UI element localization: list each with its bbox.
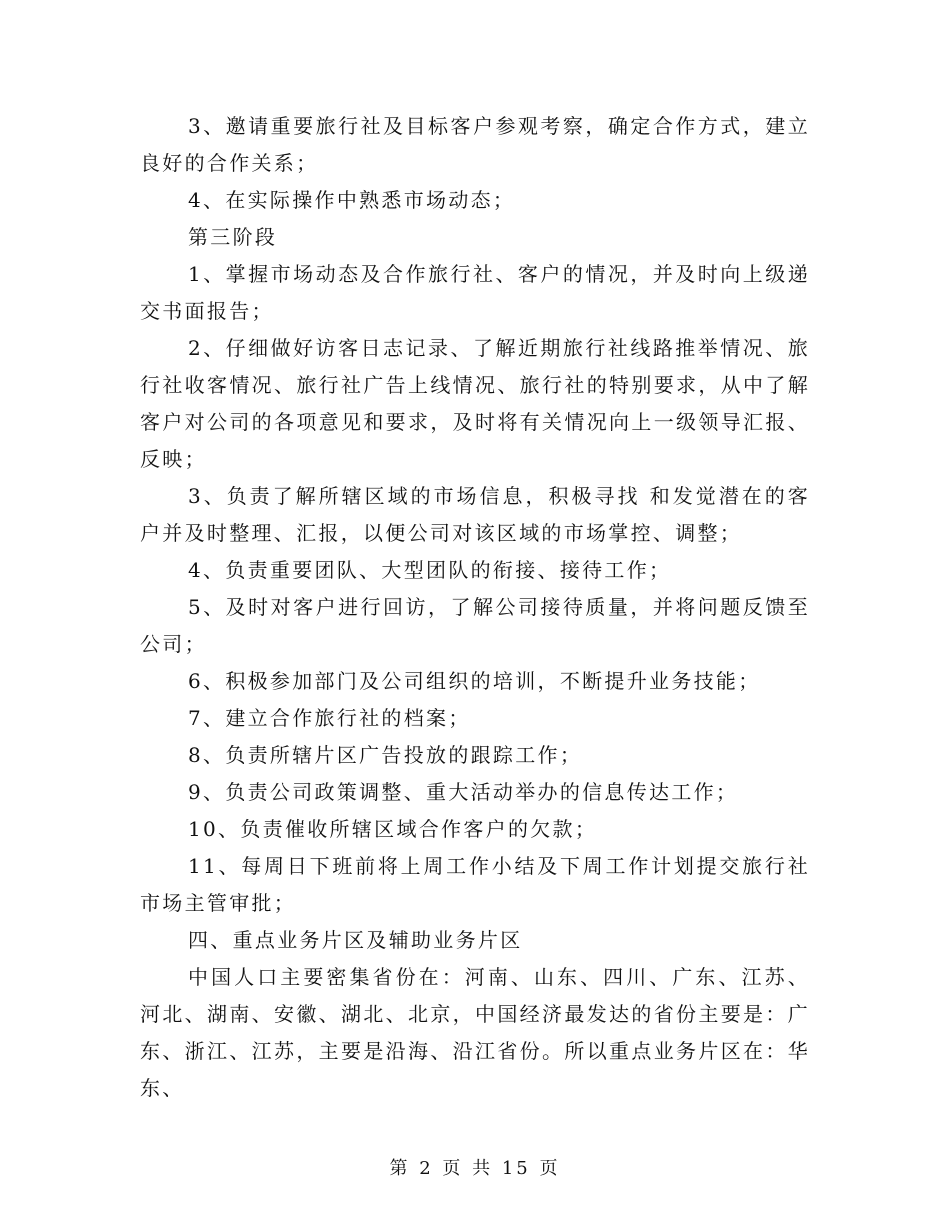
paragraph-item-11: 11、每周日下班前将上周工作小结及下周工作计划提交旅行社市场主管审批； bbox=[140, 854, 810, 915]
paragraph-market-dynamics: 4、在实际操作中熟悉市场动态； bbox=[188, 188, 516, 212]
section-heading-key-regions: 四、重点业务片区及辅助业务片区 bbox=[188, 928, 523, 952]
section-heading-stage-three: 第三阶段 bbox=[188, 225, 278, 249]
paragraph-item-4: 4、负责重要团队、大型团队的衔接、接待工作； bbox=[188, 558, 672, 582]
paragraph-item-8: 8、负责所辖片区广告投放的跟踪工作； bbox=[188, 743, 583, 767]
page-footer: 第 2 页 共 15 页 bbox=[389, 1158, 561, 1179]
paragraph-item-5: 5、及时对客户进行回访，了解公司接待质量，并将问题反馈至公司； bbox=[140, 595, 810, 656]
paragraph-item-3: 3、负责了解所辖区域的市场信息，积极寻找 和发觉潜在的客户并及时整理、汇报，以便公司对该区域的市场掌控、调整； bbox=[140, 484, 810, 545]
paragraph-item-1: 1、掌握市场动态及合作旅行社、客户的情况，并及时向上级递交书面报告； bbox=[140, 262, 810, 323]
paragraph-item-10: 10、负责催收所辖区域合作客户的欠款； bbox=[188, 817, 598, 841]
paragraph-item-9: 9、负责公司政策调整、重大活动举办的信息传达工作； bbox=[188, 780, 739, 804]
paragraph-item-7: 7、建立合作旅行社的档案； bbox=[188, 706, 471, 730]
paragraph-invite-agencies: 3、邀请重要旅行社及目标客户参观考察，确定合作方式，建立良好的合作关系； bbox=[140, 114, 810, 175]
paragraph-item-6: 6、积极参加部门及公司组织的培训，不断提升业务技能； bbox=[188, 669, 761, 693]
document-body bbox=[140, 108, 810, 1107]
paragraph-population-provinces: 中国人口主要密集省份在：河南、山东、四川、广东、江苏、河北、湖南、安徽、湖北、北京，中国经济最发达的省份主要是：广东、浙江、江苏，主要是沿海、沿江省份。所以重点业务片区在：华东、 bbox=[140, 965, 810, 1100]
paragraph-item-2: 2、仔细做好访客日志记录、了解近期旅行社线路推举情况、旅行社收客情况、旅行社广告上线情况、旅行社的特别要求，从中了解客户对公司的各项意见和要求，及时将有关情况向上一级领导汇报、反映； bbox=[140, 336, 810, 471]
